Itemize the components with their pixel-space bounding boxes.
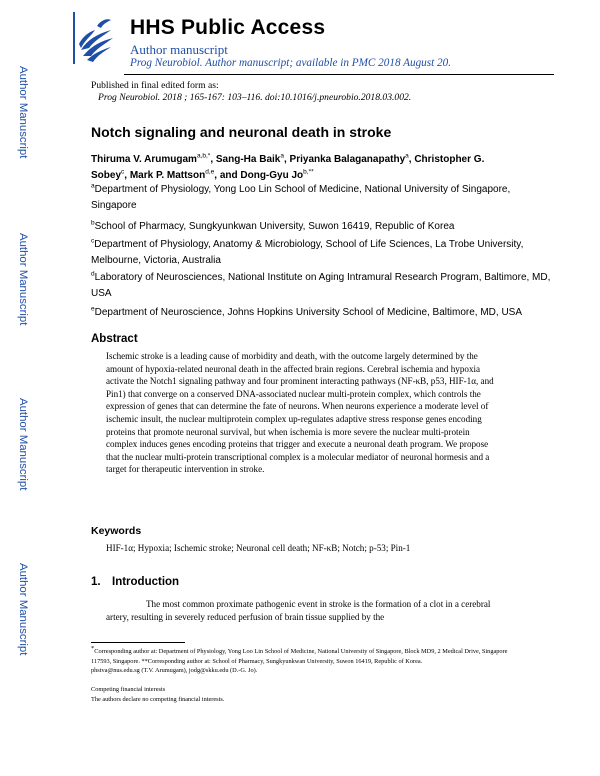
- author-list-line-2: Sobey$^c$, Mark P. Mattson$^{d,e}$, and Dong-Gyu $Jo^{b,**}$: [91, 168, 314, 181]
- keywords-heading: Keywords: [91, 525, 142, 537]
- hhs-eagle-logo-icon: [73, 10, 117, 66]
- abstract-body: Ischemic stroke is a leading cause of morbidity and death, with the outcome largely determined by the amount of hypoxia-related neuronal death in the affected brain regions. Cerebral ischemia and hypoxia activate the Notch1 signaling pathway and four prominent interacting pathways (NF-κB, p53, HIF-1α, and Pin1) that converge on a conserved DNA-associated nuclear multi-protein complex, which controls the expression of genes that can determine the fate of neurons. When neurons experience a moderate level of ischemic insult, the nuclear multiprotein complex up-regulates adaptive stress response genes encoding proteins that promote neuronal survival, but when ischemia is more severe the nuclear multi-protein complex induces genes encoding proteins that trigger and execute a neuronal death program. We propose that the nuclear multi-protein transcriptional complex is a molecular mediator of neuronal hormesis and a target for therapeutic intervention in stroke.: [106, 351, 494, 475]
- published-label: Published in final edited form as:: [91, 80, 219, 91]
- side-author-manuscript-label: Author Manuscript: [17, 398, 29, 491]
- competing-interests-heading: Competing financial interests: [91, 686, 166, 693]
- author-manuscript-label: Author manuscript: [130, 42, 228, 57]
- affiliation-b: $^b$School of Pharmacy, Sungkyunkwan University, Suwon 16419, Republic of Korea: [91, 219, 455, 232]
- author-list-line-1: Thiruma V. Arumugam$^{a,b,*}$, Sang-Ha Baik$^a$, Priyanka Balaganapathy$^a$, Christopher G.: [91, 152, 485, 165]
- paper-title: Notch signaling and neuronal death in stroke: [91, 124, 392, 140]
- affiliation-d: $^d$Laboratory of Neurosciences, National Institute on Aging Intramural Research Program, Baltimore, MD, USA: [91, 270, 551, 299]
- keywords-body: HIF-1α; Hypoxia; Ischemic stroke; Neuronal cell death; NF-κB; Notch; p-53; Pin-1: [106, 543, 411, 553]
- published-citation: Prog Neurobiol. 2018 ; 165-167: 103–116. doi:10.1016/j.pneurobio.2018.03.002.: [98, 92, 412, 103]
- introduction-heading: Introduction: [112, 576, 180, 588]
- competing-interests-body: The authors declare no competing financial interests.: [91, 696, 225, 703]
- affiliation-a: $^a$Department of Physiology, Yong Loo Lin School of Medicine, National University of Singapore, Singapore: [91, 182, 511, 211]
- header-divider: [124, 74, 554, 75]
- side-author-manuscript-label: Author Manuscript: [17, 66, 29, 159]
- journal-availability-line: Prog Neurobiol. Author manuscript; available in PMC 2018 August 20.: [130, 57, 452, 69]
- hhs-public-access-title: HHS Public Access: [130, 16, 326, 39]
- introduction-body: The most common proximate pathogenic event in stroke is the formation of a clot in a cerebral artery, resulting in severely reduced perfusion of brain tissue supplied by the: [106, 599, 491, 623]
- author-emails: phstva@nus.edu.sg (T.V. Arumugam), jodg@skku.edu (D.-G. Jo).: [91, 667, 258, 675]
- abstract-heading: Abstract: [91, 333, 138, 345]
- corresponding-author-footnote: *Corresponding author at: Department of Physiology, Yong Loo Lin School of Medicine, National University of Singapore, Block MD9, 2 Medical Drive, Singapore 117593, Singapore. **Corresponding author at: School of Pharmacy, Sungkyunkwan University, Suwon 16419, Republic of Korea. phstva@nus.edu.sg (T.V. Arumugam), jodg@skku.edu (D.-G. Jo).: [91, 644, 508, 675]
- side-author-manuscript-label: Author Manuscript: [17, 563, 29, 656]
- affiliation-c: $^c$Department of Physiology, Anatomy & Microbiology, School of Life Sciences, La Trobe University, Melbourne, Victoria, Australia: [91, 237, 524, 266]
- footnote-divider: [91, 642, 185, 643]
- affiliation-e: $^e$Department of Neuroscience, Johns Hopkins University School of Medicine, Baltimore, MD, USA: [91, 305, 523, 318]
- side-author-manuscript-label: Author Manuscript: [17, 233, 29, 326]
- section-number: 1.: [91, 576, 101, 588]
